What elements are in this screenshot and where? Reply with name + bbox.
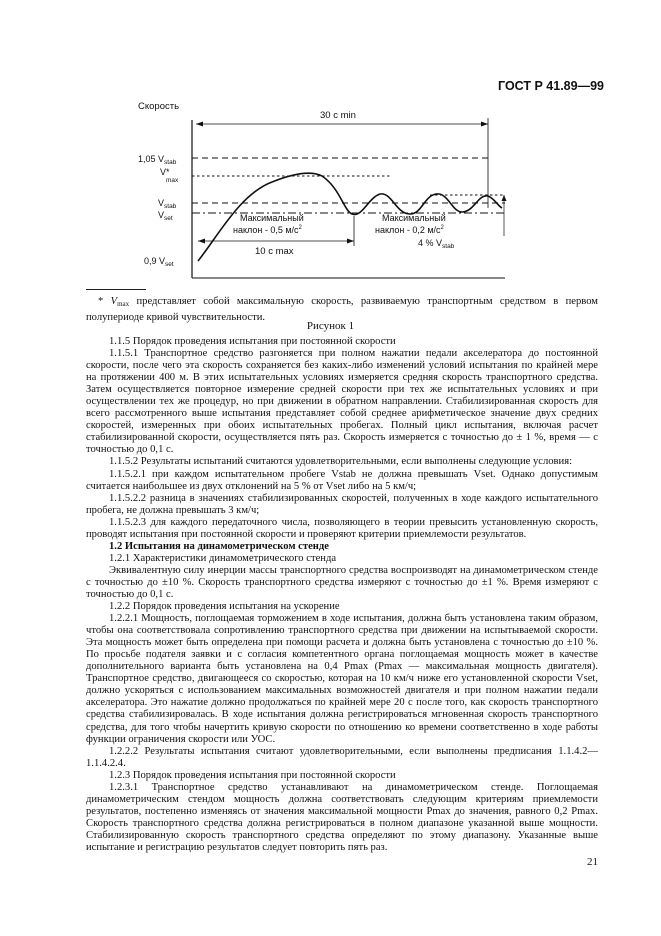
figure-caption: Рисунок 1	[306, 320, 355, 332]
paragraph: Эквивалентную силу инерции массы транспортного средства воспроизводят на динамометрическом стенде с точностью до ±10 %. Скорость транспортного средства измеряют с точностью до ±1 %. Время измеряют с точностью до 0,1 с.	[86, 564, 598, 600]
page-number: 21	[587, 856, 598, 868]
slope2-line1: Максимальный	[382, 213, 446, 223]
svg-text:0,9 Vset: 0,9 $V_{set}$	[144, 256, 174, 268]
svg-text:Vstab: $V_{stab}$	[158, 198, 177, 210]
label-30s-min: 30 с min	[320, 110, 356, 121]
svg-text:наклон - 0,5 м/с2: наклон - 0,5 $м/с^2$	[233, 225, 302, 235]
svg-text:наклон - 0,2 м/с2: наклон - 0,2 $м/с^2$	[375, 225, 444, 235]
paragraph: 1.1.5 Порядок проведения испытания при постоянной скорости	[109, 336, 396, 347]
speed-time-figure	[100, 96, 520, 281]
svg-text:Vset: $V_{set}$	[158, 210, 173, 222]
paragraph: 1.2.3 Порядок проведения испытания при постоянной скорости	[109, 769, 396, 781]
svg-text:V*: V*	[160, 167, 170, 177]
body-text	[86, 336, 598, 854]
svg-text:1,05 Vstab: 1,05 $V_{stab}$	[138, 154, 177, 166]
paragraph: 1.1.5.2.1 при каждом испытательном пробеге Vstab не должна превышать Vset. Однако допустимым считается наибольшее из двух отклонений на 5 % от Vset либо на 5 км/ч;	[86, 468, 598, 492]
paragraph: 1.2.2.1 Мощность, поглощаемая торможением в ходе испытания, должна быть установлена таким образом, чтобы она соответствовала сопротивлению транспортного средства при движении на испытываемой скорости. Эта мощность может быть определена при помощи расчета и должна быть установлена с точностью до ±10 %. По просьбе подателя заявки и с согласия компетентного органа поглощаемая мощность может в качестве дополнительного варианта быть установлена на 0,4 Pmax (Pmax — максимальная мощность двигателя). Транспортное средство, двигающееся со скоростью, которая на 10 км/ч ниже его установленной скорости Vset, должно ускоряться с использованием максимальных возможностей двигателя и при полном нажатии педали акселератора. Это нажатие должно продолжаться по крайней мере 20 с после того, как скорость транспортного средства стабилизировалась. В ходе испытания должна регистрироваться мгновенная скорость транспортного средства, для того чтобы начертить кривую скорости по отношению ко времени соответственно в ходе работы функции ограничения скорости или УОС.	[86, 613, 598, 745]
svg-text:max: max	[166, 177, 179, 184]
paragraph: 1.2.3.1 Транспортное средство устанавливают на динамометрическом стенде. Поглощаемая динамометрическим стендом мощность должна соответствовать следующим критериям приемлемости результатов, постепенно изменяясь от значения максимальной мощности Pmax до значения, равного 0,2 Pmax. Скорость транспортного средства должна регистрироваться в полном диапазоне указанной выше мощности. Стабилизированную скорость транспортного средства определяют по этому диапазону. Указанные выше испытание и регистрацию результатов следует повторить пять раз.	[86, 781, 598, 853]
footnote-rule	[86, 289, 146, 290]
svg-text:4 % Vstab: 4 % $V_{stab}$	[418, 238, 455, 250]
paragraph: 1.1.5.2 Результаты испытаний считаются удовлетворительными, если выполнены следующие условия:	[109, 456, 573, 468]
footnote: * $V_{max}$ представляет собой максимальную скорость, развиваемую транспортным средством в первом полупериоде кривой чувствительности.	[86, 296, 598, 324]
paragraph: 1.2.1 Характеристики динамометрического стенда	[109, 552, 337, 564]
slope1-line1: Максимальный	[240, 213, 304, 223]
label-10s-max: 10 с max	[255, 246, 294, 257]
paragraph: 1.1.5.1 Транспортное средство разгоняется при полном нажатии педали акселератора до постоянной скорости, после чего эта скорость сохраняется без каких-либо изменений условий испытания по крайней мере на протяжении 400 м. В этих испытательных условиях измеряется средняя скорость транспортного средства. Затем осуществляется повторное измерение средней скорости при тех же испытательных условиях и при осуществлении тех же процедур, но при движении в обратном направлении. Стабилизированная скорость для всего рассмотренного выше испытания представляет собой среднее арифметическое значение двух средних скоростей, измеренных при обоих испытательных пробегах. Полный цикл испытания, включая расчет стабилизированной скорости, осуществляется пять раз. Скорость измеряется с точностью до ± 1 %, время — с точностью до 0,1 с.	[86, 348, 598, 456]
section-heading: 1.2 Испытания на динамометрическом стенде	[109, 540, 329, 552]
paragraph: 1.2.2.2 Результаты испытания считают удовлетворительными, если выполнены предписания 1.1.4.2—1.1.4.2.4.	[86, 745, 598, 769]
paragraph: 1.2.2 Порядок проведения испытания на ускорение	[109, 601, 340, 613]
paragraph: 1.1.5.2.3 для каждого передаточного числа, позволяющего в теории превысить установленную скорость, проводят испытания при постоянной скорости и проверяют критерии приемлемости результатов.	[86, 516, 598, 540]
document-header: ГОСТ Р 41.89—99	[498, 79, 604, 93]
y-axis-label: Скорость	[138, 101, 180, 112]
paragraph: 1.1.5.2.2 разница в значениях стабилизированных скоростей, полученных в ходе каждого испытательного пробега, не должна превышать 3 км/ч;	[86, 492, 598, 516]
